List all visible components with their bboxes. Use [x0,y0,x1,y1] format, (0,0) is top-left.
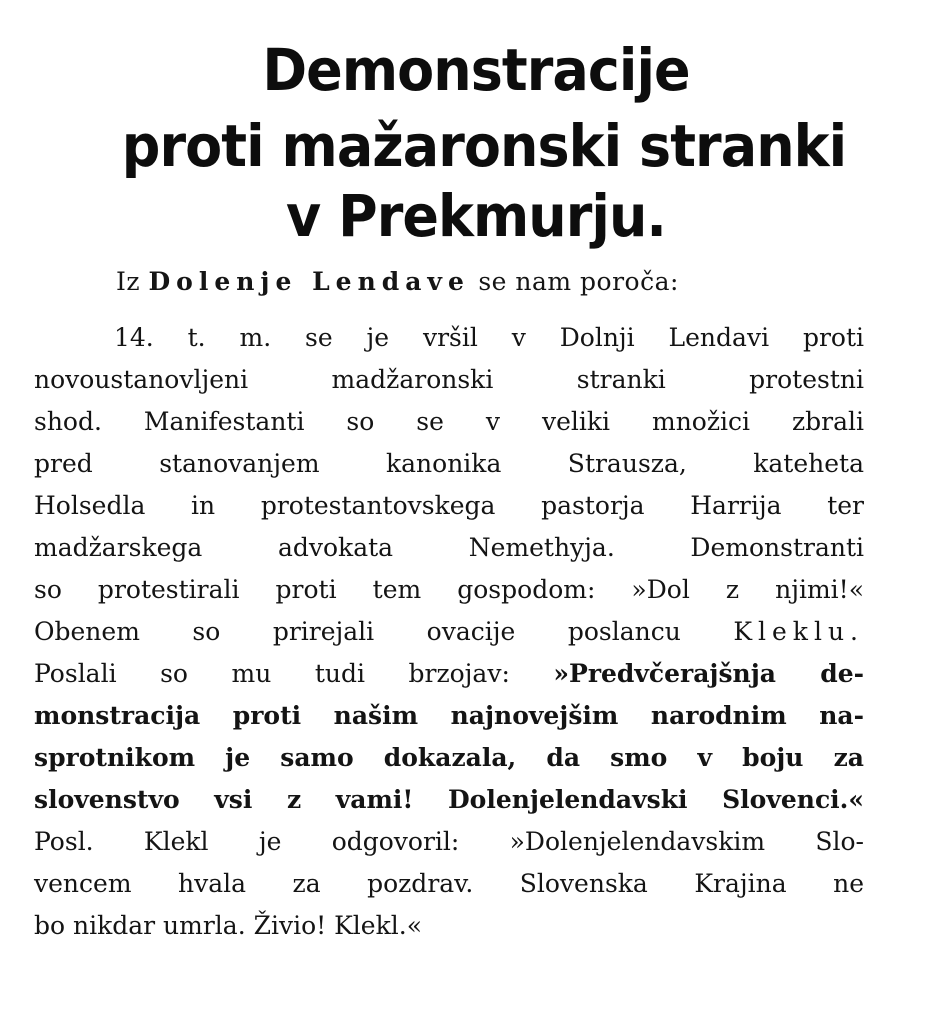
dateline [116,266,876,298]
body-line: pred stanovanjem kanonika Strausza, kateheta [34,449,864,478]
deputy-name: Kleklu. [733,617,864,646]
telegram-line: slovenstvo vsi z vami! Dolenjelendavski Slovenci.« [34,785,864,814]
body-line: novoustanovljeni madžaronski stranki protestni [34,365,864,394]
dateline-prefix: Iz [116,267,149,296]
body-line-with-telegram [34,654,864,694]
body-line: Posl. Klekl je odgovoril: »Dolenjelendavskim Slo- [34,827,864,856]
dateline-suffix: se nam poroča: [469,267,679,296]
body-line-last: bo nikdar umrla. Živio! Klekl.« [34,911,422,940]
body-line-with-name [34,612,864,652]
body-line-text: Obenem so prirejali ovacije poslancu [34,617,734,646]
body-line-text: Poslali so mu tudi brzojav: [34,659,554,688]
body-line: Holsedla in protestantovskega pastorja Harrija ter [34,491,864,520]
body-line: so protestirali proti tem gospodom: »Dol z njimi!« [34,575,864,604]
body-line: 14. t. m. se je vršil v Dolnji Lendavi proti [114,323,864,352]
headline-line-2: proti mažaronski stranki [121,112,847,180]
dateline-place: Dolenje Lendave [148,267,470,296]
telegram-line: monstracija proti našim najnovejšim narodnim na- [34,701,864,730]
body-line: vencem hvala za pozdrav. Slovenska Krajina ne [34,869,864,898]
telegram-line: sprotnikom je samo dokazala, da smo v boju za [34,743,864,772]
telegram-start: »Predvčerajšnja de- [553,659,864,688]
body-line: shod. Manifestanti so se v veliki množici zbrali [34,407,864,436]
headline-line-1: Demonstracije [262,36,690,104]
headline-line-3: v Prekmurju. [286,182,666,250]
body-line: madžarskega advokata Nemethyja. Demonstranti [34,533,864,562]
